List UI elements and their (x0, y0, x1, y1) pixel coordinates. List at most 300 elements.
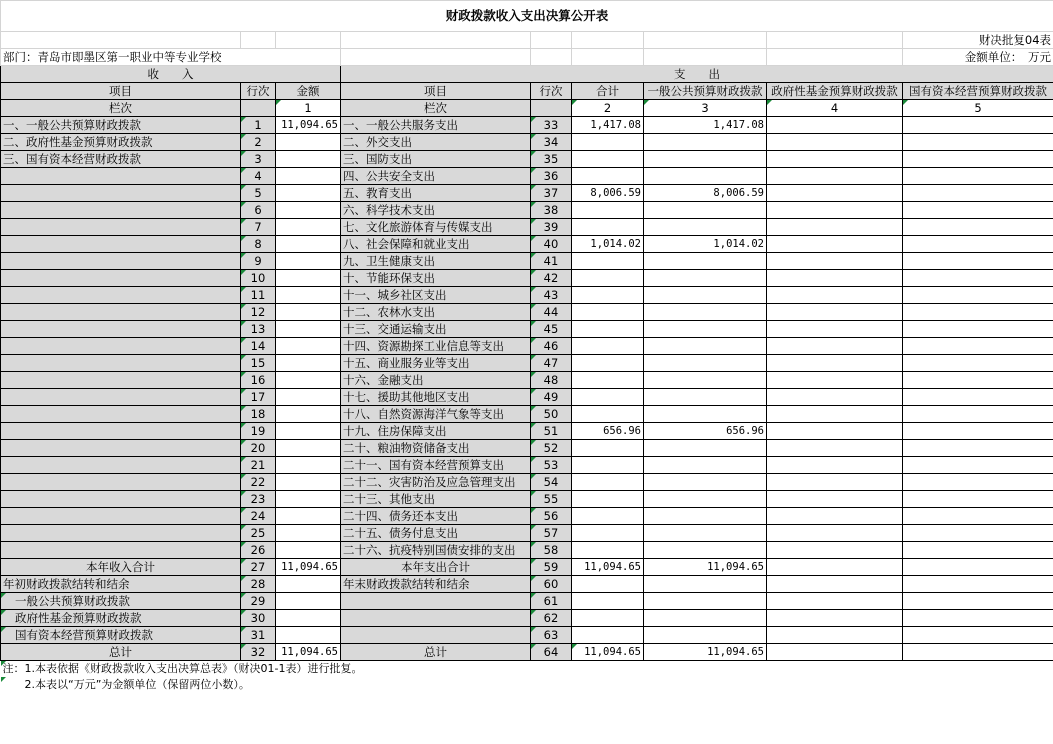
col-number-2: 2 (572, 100, 644, 117)
expense-general[interactable] (644, 355, 767, 372)
expense-item: 三、国防支出 (341, 151, 531, 168)
expense-fund[interactable] (767, 593, 903, 610)
income-row-number: 18 (241, 406, 276, 423)
income-amount[interactable] (276, 491, 341, 508)
income-row-number: 20 (241, 440, 276, 457)
expense-total[interactable] (572, 610, 644, 627)
table-row (1, 287, 1053, 304)
expense-total[interactable] (572, 457, 644, 474)
income-amount[interactable] (276, 372, 341, 389)
expense-total[interactable] (572, 542, 644, 559)
expense-fund[interactable] (767, 168, 903, 185)
summary-row (1, 644, 1053, 661)
expense-item: 五、教育支出 (341, 185, 531, 202)
table-row (1, 168, 1053, 185)
income-amount[interactable] (276, 219, 341, 236)
income-item (1, 406, 241, 423)
income-item (1, 457, 241, 474)
expense-state[interactable] (903, 151, 1053, 168)
income-row-number: 15 (241, 355, 276, 372)
income-row-number: 22 (241, 474, 276, 491)
expense-general[interactable] (644, 508, 767, 525)
expense-general[interactable] (644, 304, 767, 321)
expense-state[interactable] (903, 304, 1053, 321)
expense-general[interactable]: 1,417.08 (644, 117, 767, 134)
expense-row-number: 58 (531, 542, 572, 559)
income-amount[interactable] (276, 389, 341, 406)
expense-fund[interactable] (767, 559, 903, 576)
expense-row-number: 64 (531, 644, 572, 661)
expense-general[interactable]: 656.96 (644, 423, 767, 440)
income-item (1, 440, 241, 457)
income-row-number: 12 (241, 304, 276, 321)
expense-total-header: 合计 (572, 83, 644, 100)
expense-state[interactable] (903, 168, 1053, 185)
income-amount[interactable] (276, 287, 341, 304)
expense-row-number: 33 (531, 117, 572, 134)
income-amount-header: 金额 (276, 83, 341, 100)
expense-fund[interactable] (767, 457, 903, 474)
income-item (1, 185, 241, 202)
expense-fund[interactable] (767, 253, 903, 270)
expense-item: 十九、住房保障支出 (341, 423, 531, 440)
expense-item: 十四、资源勘探工业信息等支出 (341, 338, 531, 355)
expense-total[interactable] (572, 508, 644, 525)
empty-label (341, 610, 531, 627)
expense-state[interactable] (903, 440, 1053, 457)
income-amount[interactable] (276, 525, 341, 542)
expense-total[interactable] (572, 202, 644, 219)
expense-total[interactable] (572, 338, 644, 355)
expense-general[interactable] (644, 219, 767, 236)
expense-item: 十八、自然资源海洋气象等支出 (341, 406, 531, 423)
expense-row-number: 59 (531, 559, 572, 576)
table-row (1, 542, 1053, 559)
expense-total[interactable] (572, 355, 644, 372)
expense-item: 十五、商业服务业等支出 (341, 355, 531, 372)
income-item (1, 542, 241, 559)
expense-fund[interactable] (767, 542, 903, 559)
fund-budget-header: 政府性基金预算财政拨款 (767, 83, 903, 100)
expense-total[interactable] (572, 304, 644, 321)
expense-general[interactable] (644, 287, 767, 304)
expense-general[interactable] (644, 474, 767, 491)
year-expense-general[interactable]: 11,094.65 (644, 559, 767, 576)
income-item (1, 304, 241, 321)
expense-fund[interactable] (767, 202, 903, 219)
expense-state[interactable] (903, 253, 1053, 270)
expense-item: 二十四、债务还本支出 (341, 508, 531, 525)
income-item (1, 389, 241, 406)
expense-state[interactable] (903, 287, 1053, 304)
expense-total[interactable] (572, 287, 644, 304)
carry-in-fund: 政府性基金预算财政拨款 (1, 610, 241, 627)
income-item (1, 355, 241, 372)
expense-item: 十二、农林水支出 (341, 304, 531, 321)
expense-state[interactable] (903, 270, 1053, 287)
expense-general[interactable] (644, 372, 767, 389)
expense-row-number: 50 (531, 406, 572, 423)
expense-state[interactable] (903, 185, 1053, 202)
expense-fund[interactable] (767, 389, 903, 406)
income-row-number: 14 (241, 338, 276, 355)
expense-fund[interactable] (767, 270, 903, 287)
summary-row (1, 576, 1053, 593)
income-item (1, 321, 241, 338)
expense-general[interactable] (644, 406, 767, 423)
expense-fund[interactable] (767, 338, 903, 355)
income-amount[interactable] (276, 338, 341, 355)
income-item (1, 287, 241, 304)
expense-state[interactable] (903, 202, 1053, 219)
expense-state[interactable] (903, 219, 1053, 236)
expense-state[interactable] (903, 338, 1053, 355)
expense-row-number: 45 (531, 321, 572, 338)
expense-item: 二十六、抗疫特别国债安排的支出 (341, 542, 531, 559)
department-label: 部门：青岛市即墨区第一职业中等专业学校 (1, 49, 341, 66)
income-row-number: 11 (241, 287, 276, 304)
income-amount[interactable] (276, 440, 341, 457)
col-number-3: 3 (644, 100, 767, 117)
expense-total[interactable] (572, 525, 644, 542)
income-item (1, 202, 241, 219)
summary-row (1, 559, 1053, 576)
expense-row-number: 57 (531, 525, 572, 542)
expense-fund[interactable] (767, 644, 903, 661)
expense-fund[interactable] (767, 134, 903, 151)
unit-label: 金额单位： 万元 (903, 49, 1053, 66)
carry-in-general-amount[interactable] (276, 593, 341, 610)
table-row (1, 321, 1053, 338)
income-amount[interactable] (276, 236, 341, 253)
expense-fund[interactable] (767, 610, 903, 627)
expense-rowno-header: 行次 (531, 83, 572, 100)
expense-fund[interactable] (767, 576, 903, 593)
income-item (1, 508, 241, 525)
expense-item: 二十、粮油物资储备支出 (341, 440, 531, 457)
expense-item: 二十三、其他支出 (341, 491, 531, 508)
expense-row-number: 40 (531, 236, 572, 253)
table-row (1, 457, 1053, 474)
expense-item: 十六、金融支出 (341, 372, 531, 389)
expense-fund[interactable] (767, 372, 903, 389)
total-income-amount[interactable]: 11,094.65 (276, 644, 341, 661)
income-item-header: 项目 (1, 83, 241, 100)
col-number-1: 1 (276, 100, 341, 117)
footnote: 2.本表以“万元”为金额单位（保留两位小数）。 (1, 677, 1053, 693)
table-row (1, 491, 1053, 508)
expense-general[interactable] (644, 389, 767, 406)
expense-state[interactable] (903, 423, 1053, 440)
table-row (1, 423, 1053, 440)
expense-general[interactable] (644, 627, 767, 644)
income-amount[interactable] (276, 270, 341, 287)
expense-general[interactable] (644, 440, 767, 457)
table-row (1, 508, 1053, 525)
carry-in-amount[interactable] (276, 576, 341, 593)
expense-row-number: 61 (531, 593, 572, 610)
income-item (1, 270, 241, 287)
expense-total[interactable]: 656.96 (572, 423, 644, 440)
expense-fund[interactable] (767, 355, 903, 372)
expense-fund[interactable] (767, 491, 903, 508)
income-amount[interactable] (276, 355, 341, 372)
income-amount[interactable] (276, 168, 341, 185)
expense-row-number: 63 (531, 627, 572, 644)
expense-general[interactable] (644, 457, 767, 474)
table-row (1, 219, 1053, 236)
expense-state[interactable] (903, 576, 1053, 593)
income-amount[interactable]: 11,094.65 (276, 117, 341, 134)
summary-row (1, 627, 1053, 644)
expense-state[interactable] (903, 117, 1053, 134)
expense-state[interactable] (903, 508, 1053, 525)
total-income-label: 总计 (1, 644, 241, 661)
expense-state[interactable] (903, 627, 1053, 644)
expense-fund[interactable] (767, 440, 903, 457)
income-amount[interactable] (276, 304, 341, 321)
expense-total[interactable] (572, 168, 644, 185)
expense-row-number: 36 (531, 168, 572, 185)
page-title: 财政拨款收入支出决算公开表 (1, 1, 1053, 32)
income-item (1, 219, 241, 236)
expense-total[interactable] (572, 474, 644, 491)
table-row (1, 202, 1053, 219)
expense-row-number: 44 (531, 304, 572, 321)
income-amount[interactable] (276, 151, 341, 168)
expense-fund[interactable] (767, 321, 903, 338)
table-row (1, 185, 1053, 202)
income-amount[interactable] (276, 542, 341, 559)
footnote: 注：1.本表依据《财政拨款收入支出决算总表》（财决01-1表）进行批复。 (1, 661, 1053, 678)
expense-item: 十、节能环保支出 (341, 270, 531, 287)
expense-item-header: 项目 (341, 83, 531, 100)
expense-total[interactable] (572, 491, 644, 508)
income-header: 收 入 (1, 66, 341, 83)
income-row-number: 23 (241, 491, 276, 508)
expense-row-number: 38 (531, 202, 572, 219)
income-amount[interactable] (276, 457, 341, 474)
table-row (1, 525, 1053, 542)
expense-state[interactable] (903, 474, 1053, 491)
expense-state[interactable] (903, 236, 1053, 253)
income-row-number: 29 (241, 593, 276, 610)
summary-row (1, 593, 1053, 610)
expense-general[interactable] (644, 134, 767, 151)
income-row-number: 3 (241, 151, 276, 168)
income-row-number: 31 (241, 627, 276, 644)
income-amount[interactable] (276, 423, 341, 440)
income-rowno-header: 行次 (241, 83, 276, 100)
carry-in-fund-amount[interactable] (276, 610, 341, 627)
expense-row-number: 46 (531, 338, 572, 355)
expense-row-number: 55 (531, 491, 572, 508)
income-amount[interactable] (276, 202, 341, 219)
expense-total[interactable] (572, 627, 644, 644)
expense-total[interactable] (572, 576, 644, 593)
table-row (1, 389, 1053, 406)
expense-state[interactable] (903, 389, 1053, 406)
income-amount[interactable] (276, 185, 341, 202)
income-amount[interactable] (276, 406, 341, 423)
expense-state[interactable] (903, 406, 1053, 423)
income-row-number: 24 (241, 508, 276, 525)
table-row (1, 236, 1053, 253)
table-row (1, 270, 1053, 287)
expense-item: 七、文化旅游体育与传媒支出 (341, 219, 531, 236)
carry-in-label: 年初财政拨款结转和结余 (1, 576, 241, 593)
expense-general[interactable] (644, 151, 767, 168)
income-item (1, 525, 241, 542)
expense-total[interactable] (572, 372, 644, 389)
income-row-number: 10 (241, 270, 276, 287)
general-budget-header: 一般公共预算财政拨款 (644, 83, 767, 100)
expense-header: 支 出 (341, 66, 1053, 83)
total-expense-total[interactable]: 11,094.65 (572, 644, 644, 661)
expense-general[interactable] (644, 338, 767, 355)
expense-item: 十七、援助其他地区支出 (341, 389, 531, 406)
expense-fund[interactable] (767, 151, 903, 168)
expense-item: 八、社会保障和就业支出 (341, 236, 531, 253)
expense-row-number: 42 (531, 270, 572, 287)
table-row (1, 440, 1053, 457)
expense-general[interactable] (644, 270, 767, 287)
col-number-4: 4 (767, 100, 903, 117)
expense-state[interactable] (903, 559, 1053, 576)
expense-state[interactable] (903, 644, 1053, 661)
expense-row-number: 34 (531, 134, 572, 151)
table-row (1, 253, 1053, 270)
expense-fund[interactable] (767, 117, 903, 134)
income-row-number: 19 (241, 423, 276, 440)
income-row-number: 8 (241, 236, 276, 253)
income-amount[interactable] (276, 508, 341, 525)
expense-total[interactable] (572, 253, 644, 270)
table-row (1, 117, 1053, 134)
expense-row-number: 51 (531, 423, 572, 440)
expense-fund[interactable] (767, 185, 903, 202)
expense-fund[interactable] (767, 423, 903, 440)
expense-total[interactable]: 1,014.02 (572, 236, 644, 253)
expense-total[interactable] (572, 321, 644, 338)
expense-general[interactable]: 8,006.59 (644, 185, 767, 202)
income-amount[interactable] (276, 134, 341, 151)
income-item: 一、一般公共预算财政拨款 (1, 117, 241, 134)
expense-total[interactable] (572, 270, 644, 287)
expense-total[interactable]: 8,006.59 (572, 185, 644, 202)
income-item (1, 491, 241, 508)
income-row-number: 2 (241, 134, 276, 151)
expense-item: 二十五、债务付息支出 (341, 525, 531, 542)
income-row-number: 1 (241, 117, 276, 134)
income-item: 三、国有资本经营财政拨款 (1, 151, 241, 168)
expense-state[interactable] (903, 372, 1053, 389)
expense-row-number: 53 (531, 457, 572, 474)
expense-state[interactable] (903, 525, 1053, 542)
income-amount[interactable] (276, 321, 341, 338)
expense-state[interactable] (903, 491, 1053, 508)
expense-total[interactable] (572, 593, 644, 610)
expense-state[interactable] (903, 542, 1053, 559)
expense-fund[interactable] (767, 236, 903, 253)
expense-state[interactable] (903, 593, 1053, 610)
col-label-expense: 栏次 (341, 100, 531, 117)
expense-total[interactable] (572, 440, 644, 457)
income-item: 二、政府性基金预算财政拨款 (1, 134, 241, 151)
income-amount[interactable] (276, 253, 341, 270)
expense-state[interactable] (903, 355, 1053, 372)
total-expense-general[interactable]: 11,094.65 (644, 644, 767, 661)
income-row-number: 21 (241, 457, 276, 474)
table-row (1, 304, 1053, 321)
expense-state[interactable] (903, 321, 1053, 338)
year-expense-total[interactable]: 11,094.65 (572, 559, 644, 576)
expense-general[interactable]: 1,014.02 (644, 236, 767, 253)
expense-fund[interactable] (767, 474, 903, 491)
year-income-amount[interactable]: 11,094.65 (276, 559, 341, 576)
expense-general[interactable] (644, 202, 767, 219)
expense-general[interactable] (644, 593, 767, 610)
total-expense-label: 总计 (341, 644, 531, 661)
expense-total[interactable] (572, 219, 644, 236)
expense-total[interactable]: 1,417.08 (572, 117, 644, 134)
expense-row-number: 54 (531, 474, 572, 491)
expense-total[interactable] (572, 134, 644, 151)
expense-fund[interactable] (767, 508, 903, 525)
income-row-number: 7 (241, 219, 276, 236)
income-item (1, 168, 241, 185)
state-capital-header: 国有资本经营预算财政拨款 (903, 83, 1053, 100)
income-row-number: 16 (241, 372, 276, 389)
carry-in-state-amount[interactable] (276, 627, 341, 644)
table-row (1, 406, 1053, 423)
expense-row-number: 41 (531, 253, 572, 270)
expense-general[interactable] (644, 321, 767, 338)
expense-general[interactable] (644, 168, 767, 185)
expense-fund[interactable] (767, 525, 903, 542)
income-row-number: 26 (241, 542, 276, 559)
expense-total[interactable] (572, 406, 644, 423)
expense-general[interactable] (644, 576, 767, 593)
expense-fund[interactable] (767, 304, 903, 321)
expense-state[interactable] (903, 610, 1053, 627)
expense-general[interactable] (644, 525, 767, 542)
expense-total[interactable] (572, 389, 644, 406)
expense-fund[interactable] (767, 287, 903, 304)
expense-item: 九、卫生健康支出 (341, 253, 531, 270)
col-label-income: 栏次 (1, 100, 241, 117)
expense-general[interactable] (644, 542, 767, 559)
year-income-label: 本年收入合计 (1, 559, 241, 576)
expense-row-number: 43 (531, 287, 572, 304)
expense-state[interactable] (903, 134, 1053, 151)
expense-item: 四、公共安全支出 (341, 168, 531, 185)
expense-general[interactable] (644, 610, 767, 627)
expense-row-number: 35 (531, 151, 572, 168)
expense-fund[interactable] (767, 406, 903, 423)
income-item (1, 474, 241, 491)
expense-general[interactable] (644, 491, 767, 508)
expense-fund[interactable] (767, 219, 903, 236)
income-amount[interactable] (276, 474, 341, 491)
expense-fund[interactable] (767, 627, 903, 644)
year-expense-label: 本年支出合计 (341, 559, 531, 576)
expense-state[interactable] (903, 457, 1053, 474)
table-row (1, 372, 1053, 389)
expense-general[interactable] (644, 253, 767, 270)
expense-total[interactable] (572, 151, 644, 168)
expense-row-number: 47 (531, 355, 572, 372)
